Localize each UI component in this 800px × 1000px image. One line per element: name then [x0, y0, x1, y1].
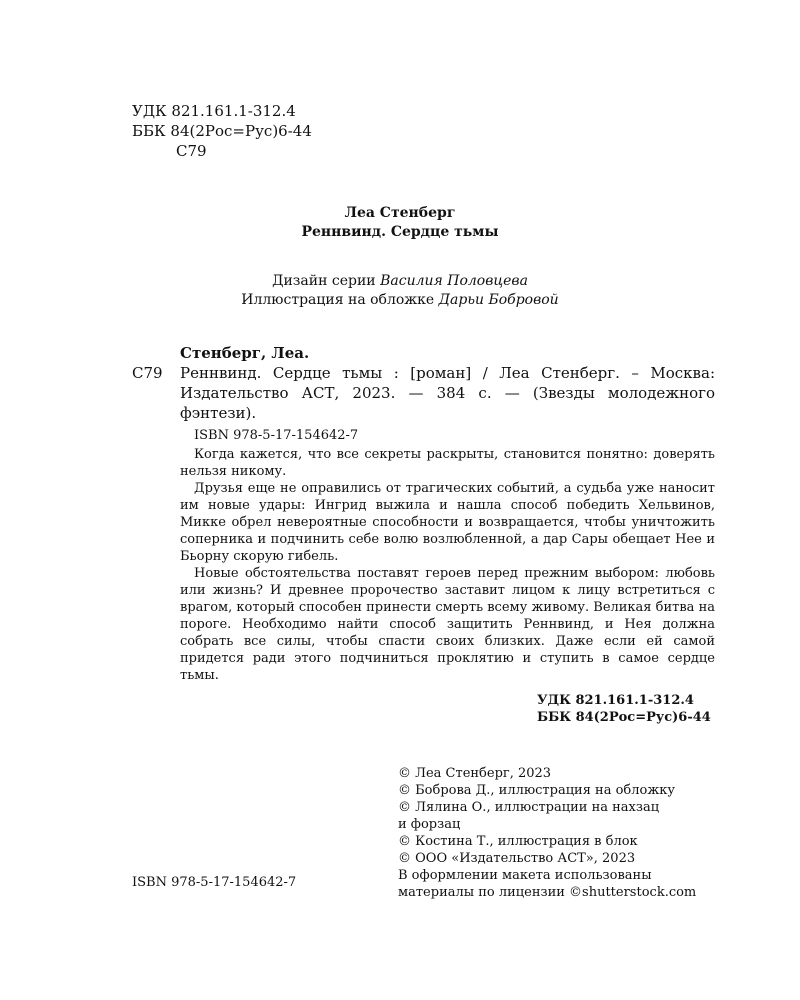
series-design-credit [0, 272, 800, 291]
isbn-bottom: ISBN 978-5-17-154642-7 [132, 875, 297, 890]
bbk-code-bottom: ББК 84(2Рос=Рус)6-44 [537, 710, 711, 725]
credits [0, 272, 800, 310]
catalog-author: Стенберг, Леа. [180, 344, 310, 362]
catalog-bibliographic: Реннвинд. Сердце тьмы : [роман] / Леа Стенберг. – Москва: Издательство АСТ, 2023. — 384 с. — (Звезды молодежного фэнтези). [180, 364, 715, 422]
udk-code-bottom: УДК 821.161.1-312.4 [537, 693, 694, 708]
book-author: Леа Стенберг [344, 205, 456, 221]
copyright-line: © Костина Т., иллюстрация в блок [398, 834, 638, 849]
title-block [0, 204, 800, 242]
classification-top [132, 101, 312, 161]
copyright-list [398, 765, 696, 901]
copyright-line: материалы по лицензии ©shutterstock.com [398, 885, 697, 900]
catalog-code: С79 [132, 364, 163, 382]
author-code: С79 [176, 142, 207, 160]
annotation [180, 446, 715, 684]
annotation-paragraph: Новые обстоятельства поставят героев перед прежним выбором: любовь или жизнь? И древнее пророчество заставит лицом к лицу встретиться с врагом, который способен принести смерть всему живому. Великая битва на пороге. Необходимо найти способ защитить Реннвинд, и Нея должна собрать все силы, чтобы спасти своих близких. Даже если ей самой придется ради этого подчиниться проклятию и ступить в самое сердце тьмы. [180, 566, 715, 683]
catalog-record [180, 343, 715, 684]
catalog-isbn: ISBN 978-5-17-154642-7 [194, 428, 359, 443]
copyright-line: В оформлении макета использованы [398, 868, 652, 883]
bbk-code: ББК 84(2Рос=Рус)6-44 [132, 122, 312, 140]
udk-code: УДК 821.161.1-312.4 [132, 102, 296, 120]
series-design-label: Дизайн серии [272, 273, 376, 289]
annotation-paragraph: Друзья еще не оправились от трагических событий, а судьба уже наносит им новые удары: Ингрид выжила и нашла способ победить Хельвинов, Микке обрел невероятные способности и возвращается, чтобы уничтожить соперника и подчинить себе волю возлюбленной, а дар Сары обещает Нее и Бьорну скорую гибель. [180, 481, 715, 564]
series-design-name: Василия Половцева [380, 273, 528, 289]
book-title: Реннвинд. Сердце тьмы [301, 224, 499, 240]
copyright-line: © Леа Стенберг, 2023 [398, 766, 552, 781]
cover-illustration-name: Дарьи Бобровой [438, 292, 559, 308]
cover-illustration-label: Иллюстрация на обложке [241, 292, 435, 308]
copyright-line: © ООО «Издательство АСТ», 2023 [398, 851, 636, 866]
copyright-line: © Лялина О., иллюстрации на нахзац [398, 800, 660, 815]
annotation-paragraph: Когда кажется, что все секреты раскрыты, становится понятно: доверять нельзя никому. [180, 447, 715, 479]
cover-illustration-credit [0, 291, 800, 310]
copyright-line: и форзац [398, 817, 461, 832]
copyright-line: © Боброва Д., иллюстрация на обложку [398, 783, 676, 798]
classification-bottom [537, 692, 711, 726]
